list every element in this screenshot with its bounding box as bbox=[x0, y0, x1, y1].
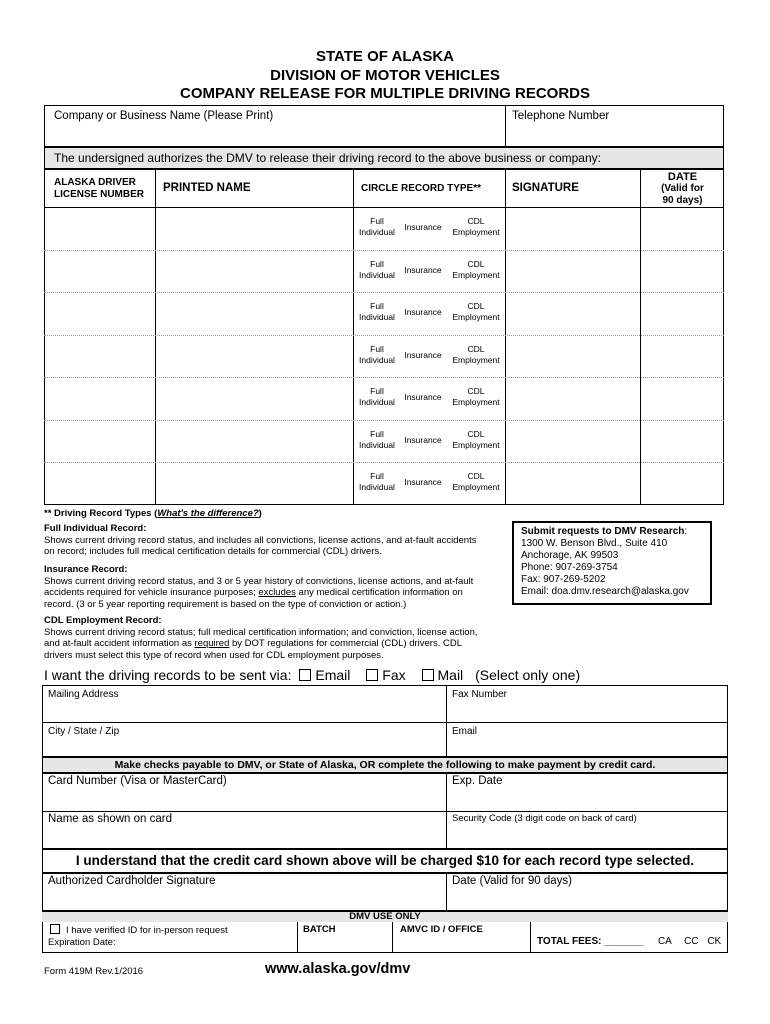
email-checkbox[interactable] bbox=[299, 669, 311, 681]
card-number-field[interactable] bbox=[44, 789, 444, 809]
signature-field[interactable] bbox=[507, 252, 639, 291]
license-number-field[interactable] bbox=[46, 422, 154, 461]
exp-date-label: Exp. Date bbox=[452, 775, 503, 787]
record-type-insurance[interactable]: Insurance bbox=[404, 349, 442, 360]
batch-label: BATCH bbox=[303, 924, 336, 935]
license-number-field[interactable] bbox=[46, 294, 154, 333]
license-number-field[interactable] bbox=[46, 379, 154, 418]
printed-name-field[interactable] bbox=[157, 422, 352, 461]
printed-name-field[interactable] bbox=[157, 252, 352, 291]
authorize-text: The undersigned authorizes the DMV to release their driving record to the above business or company: bbox=[54, 151, 601, 165]
record-type-cdl-employment[interactable]: CDL Employment bbox=[452, 471, 500, 493]
signature-date-field[interactable] bbox=[448, 889, 726, 909]
signature-field[interactable] bbox=[507, 464, 639, 503]
fax-number-label: Fax Number bbox=[452, 689, 508, 700]
printed-name-field[interactable] bbox=[157, 294, 352, 333]
date-field[interactable] bbox=[642, 337, 722, 376]
date-field[interactable] bbox=[642, 464, 722, 503]
title-line-3: COMPANY RELEASE FOR MULTIPLE DRIVING RECORDS bbox=[179, 85, 591, 102]
telephone-field[interactable] bbox=[510, 121, 720, 145]
payment-banner-text: Make checks payable to DMV, or State of Alaska, OR complete the following to make payment by credit card. bbox=[114, 759, 656, 771]
title-line-2: DIVISION OF MOTOR VEHICLES bbox=[270, 67, 500, 84]
telephone-label: Telephone Number bbox=[512, 110, 610, 122]
email-label: Email bbox=[452, 726, 478, 737]
record-type-cdl-employment[interactable]: CDL Employment bbox=[452, 428, 500, 450]
record-type-full-individual[interactable]: Full Individual bbox=[359, 343, 395, 365]
record-type-full-individual[interactable]: Full Individual bbox=[359, 216, 395, 237]
signature-date-label: Date (Valid for 90 days) bbox=[452, 875, 572, 887]
record-type-full-individual[interactable]: Full Individual bbox=[359, 301, 395, 323]
delivery-prompt-row: I want the driving records to be sent via: Email Fax Mail (Select only one) bbox=[44, 667, 581, 683]
name-on-card-label: Name as shown on card bbox=[48, 813, 173, 825]
mail-checkbox[interactable] bbox=[422, 669, 434, 681]
signature-field[interactable] bbox=[507, 294, 639, 333]
fax-number-field[interactable] bbox=[448, 700, 726, 720]
verified-id-checkbox[interactable] bbox=[50, 924, 60, 934]
col-name-header: PRINTED NAME bbox=[163, 182, 251, 194]
charge-notice: I understand that the credit card shown above will be charged $10 for each record type selected. bbox=[75, 853, 695, 868]
record-type-insurance[interactable]: Insurance bbox=[404, 222, 442, 232]
date-field[interactable] bbox=[642, 379, 722, 418]
printed-name-field[interactable] bbox=[157, 379, 352, 418]
company-name-label: Company or Business Name (Please Print) bbox=[54, 110, 274, 122]
signature-field[interactable] bbox=[507, 209, 639, 248]
amvc-label: AMVC ID / OFFICE bbox=[400, 924, 483, 935]
license-number-field[interactable] bbox=[46, 209, 154, 248]
insurance-record-desc: Insurance Record: Shows current driving record status, and 3 or 5 year history of convictions, license actions, and at-fault accidents required for vehicle insurance purposes; excludes any medical certification information on record. (3 or 5 year reporting requirement is based on the type of conviction or action.) bbox=[44, 564, 474, 610]
form-id: Form 419M Rev.1/2016 bbox=[44, 966, 144, 977]
record-type-full-individual[interactable]: Full Individual bbox=[359, 258, 395, 280]
city-state-zip-field[interactable] bbox=[44, 737, 444, 755]
date-field[interactable] bbox=[642, 422, 722, 461]
company-name-field[interactable] bbox=[50, 121, 502, 145]
record-type-insurance[interactable]: Insurance bbox=[404, 392, 442, 403]
dmv-use-heading: DMV USE ONLY bbox=[349, 911, 421, 922]
types-heading: ** Driving Record Types (What's the difference?) bbox=[44, 508, 262, 519]
date-field[interactable] bbox=[642, 252, 722, 291]
license-number-field[interactable] bbox=[46, 337, 154, 376]
record-type-cdl-employment[interactable]: CDL Employment bbox=[452, 343, 500, 365]
license-number-field[interactable] bbox=[46, 252, 154, 291]
mailing-address-field[interactable] bbox=[44, 700, 444, 720]
record-type-cdl-employment[interactable]: CDL Employment bbox=[452, 301, 500, 323]
record-type-cdl-employment[interactable]: CDL Employment bbox=[452, 216, 500, 237]
card-number-label: Card Number (Visa or MasterCard) bbox=[48, 775, 227, 787]
printed-name-field[interactable] bbox=[157, 464, 352, 503]
record-type-full-individual[interactable]: Full Individual bbox=[359, 471, 395, 493]
date-field[interactable] bbox=[642, 294, 722, 333]
signature-field[interactable] bbox=[507, 422, 639, 461]
website-link[interactable]: www.alaska.gov/dmv bbox=[265, 961, 411, 977]
date-field[interactable] bbox=[642, 209, 722, 248]
col-license-header: ALASKA DRIVER LICENSE NUMBER bbox=[54, 177, 145, 200]
title-line-1: STATE OF ALASKA bbox=[315, 48, 455, 65]
difference-link[interactable]: What's the difference? bbox=[157, 508, 259, 519]
email-field[interactable] bbox=[448, 737, 726, 755]
record-type-insurance[interactable]: Insurance bbox=[404, 434, 442, 445]
col-type-header: CIRCLE RECORD TYPE** bbox=[361, 183, 482, 194]
record-type-insurance[interactable]: Insurance bbox=[404, 477, 442, 488]
city-state-zip-label: City / State / Zip bbox=[48, 726, 120, 737]
record-type-insurance[interactable]: Insurance bbox=[404, 264, 442, 275]
submit-text: Submit requests to DMV Research: 1300 W. Benson Blvd., Suite 410 Anchorage, AK 99503 Phone: 907-269-3754 Fax: 907-269-5202 Email: doa.dmv.research@alaska.gov bbox=[521, 526, 689, 597]
printed-name-field[interactable] bbox=[157, 209, 352, 248]
record-type-full-individual[interactable]: Full Individual bbox=[359, 428, 395, 450]
exp-date-field[interactable] bbox=[448, 789, 726, 809]
fax-checkbox[interactable] bbox=[366, 669, 378, 681]
license-number-field[interactable] bbox=[46, 464, 154, 503]
col-date-header: DATE (Valid for 90 days) bbox=[661, 171, 704, 206]
signature-field[interactable] bbox=[507, 337, 639, 376]
cardholder-signature-label: Authorized Cardholder Signature bbox=[48, 875, 216, 887]
security-code-label: Security Code (3 digit code on back of card) bbox=[452, 813, 637, 824]
record-type-cdl-employment[interactable]: CDL Employment bbox=[452, 386, 500, 408]
record-type-cdl-employment[interactable]: CDL Employment bbox=[452, 258, 500, 280]
signature-field[interactable] bbox=[507, 379, 639, 418]
full-record-desc: Full Individual Record: Shows current driving record status, and includes all convictions, license actions, and at-fault accidents on record; includes full medical certification details for commercial (CDL) drivers. bbox=[44, 523, 477, 557]
col-signature-header: SIGNATURE bbox=[512, 182, 579, 194]
cardholder-signature-field[interactable] bbox=[44, 889, 444, 909]
name-on-card-field[interactable] bbox=[44, 827, 444, 847]
cdl-record-desc: CDL Employment Record: Shows current driving record status; full medical certification information; and conviction, license action, and at-fault accident information as required by DOT regulations for commercial (CDL) drivers. CDL drivers must select this type of record when used for CDL employment purposes. bbox=[44, 615, 478, 661]
total-fees: TOTAL FEES: _______ CA CC CK bbox=[537, 936, 722, 947]
record-type-insurance[interactable]: Insurance bbox=[404, 307, 442, 318]
verified-id-block: I have verified ID for in-person request Expiration Date: bbox=[48, 925, 228, 948]
printed-name-field[interactable] bbox=[157, 337, 352, 376]
mailing-address-label: Mailing Address bbox=[48, 689, 119, 700]
record-type-full-individual[interactable]: Full Individual bbox=[359, 386, 395, 408]
security-code-field[interactable] bbox=[448, 827, 726, 847]
